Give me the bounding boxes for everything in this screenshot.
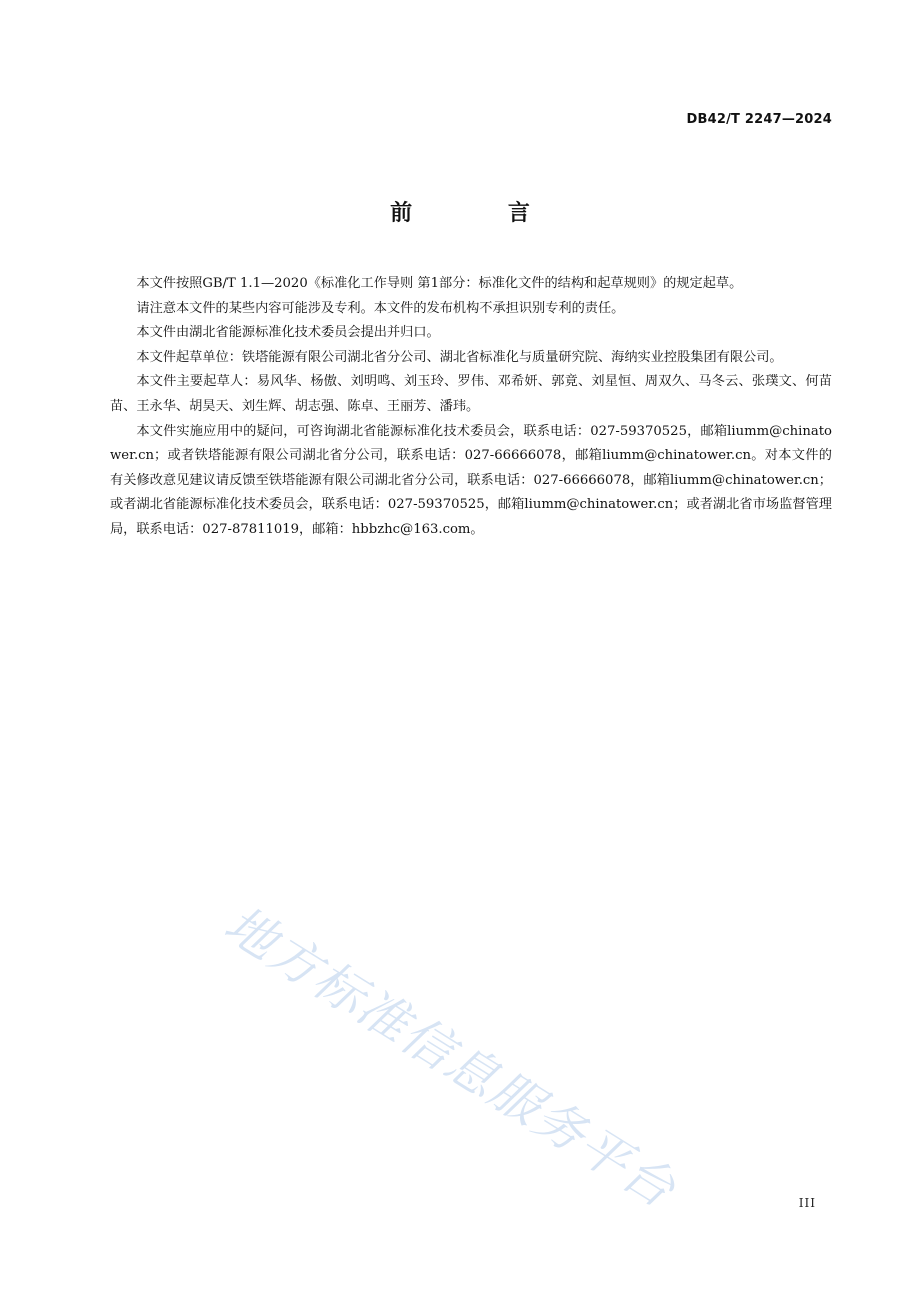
paragraph-proposer: 本文件由湖北省能源标准化技术委员会提出并归口。 (136, 325, 440, 341)
watermark: 地方标准信息服务平台 (214, 894, 687, 1220)
paragraph-patent-notice: 请注意本文件的某些内容可能涉及专利。本文件的发布机构不承担识别专利的责任。 (136, 300, 625, 316)
document-code: DB42/T 2247—2024 (686, 112, 832, 127)
page-title: 前 言 (390, 201, 574, 226)
paragraph-drafters: 本文件主要起草人：易风华、杨傲、刘明鸣、刘玉玲、罗伟、邓希妍、郭竟、刘星恒、周双久、马冬云、张璞文、何苗苗、王永华、胡昊天、刘生辉、胡志强、陈卓、王丽芳、潘玮。 (110, 374, 832, 414)
page-number: III (798, 1196, 816, 1210)
paragraph-drafting-basis: 本文件按照GB/T 1.1—2020《标准化工作导则 第1部分：标准化文件的结构和起草规则》的规定起草。 (136, 276, 743, 291)
paragraph-drafting-units: 本文件起草单位：铁塔能源有限公司湖北省分公司、湖北省标准化与质量研究院、海纳实业控股集团有限公司。 (136, 349, 783, 365)
foreword-body (110, 272, 832, 543)
paragraph-contact-info: 本文件实施应用中的疑问，可咨询湖北省能源标准化技术委员会，联系电话：027-59370525，邮箱liumm@chinatower.cn；或者铁塔能源有限公司湖北省分公司，联系电话：027-66666078，邮箱liumm@chinatower.cn。对本文件的有关修改意见建议请反馈至铁塔能源有限公司湖北省分公司，联系电话：027-66666078，邮箱liumm@chinatower.cn；或者湖北省能源标准化技术委员会，联系电话：027-59370525，邮箱liumm@chinatower.cn；或者湖北省市场监督管理局，联系电话：027-87811019，邮箱：hbbzhc@163.com。 (110, 423, 832, 537)
